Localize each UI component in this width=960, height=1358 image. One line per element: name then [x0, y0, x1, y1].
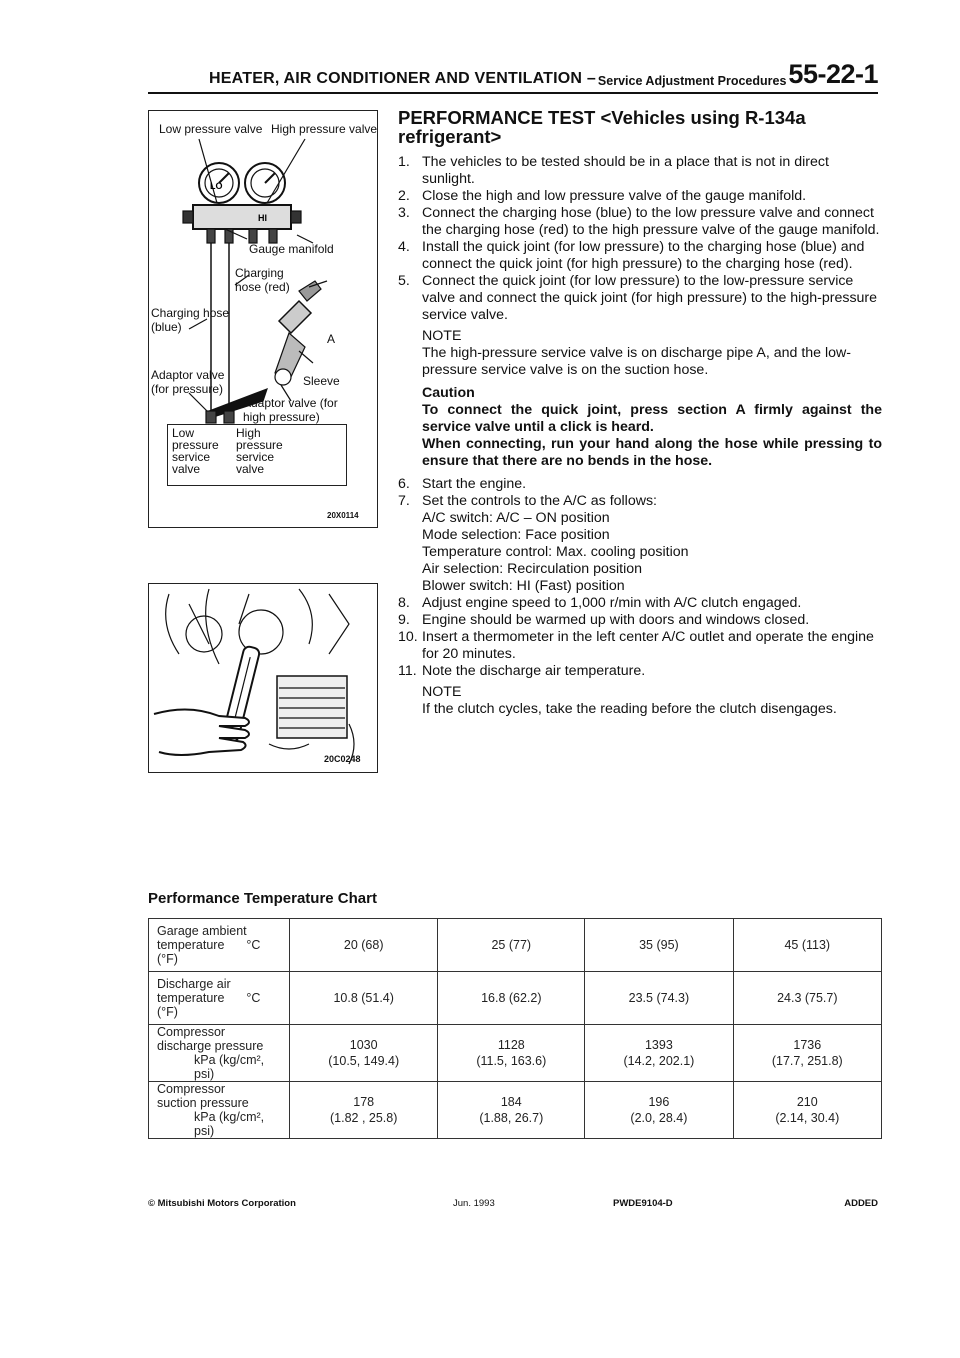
caution-line-1: To connect the quick joint, press section A firmly against the service valve until a click is heard. — [422, 402, 882, 435]
table-cell — [585, 1025, 733, 1082]
table-cell — [585, 1082, 733, 1139]
row-label-line2 — [157, 1039, 281, 1053]
cell-value: 20 (68) — [343, 938, 384, 952]
cell-value: 1736 — [793, 1038, 822, 1052]
row-label-line1: Compressor — [157, 1082, 226, 1096]
cell-value: 184 — [500, 1095, 522, 1109]
step-item — [398, 612, 882, 629]
cell-value: (14.2, 202.1) — [623, 1054, 695, 1068]
cell-value: 1030 — [349, 1038, 378, 1052]
adaptor-valve-high-label-line2: high pressure) — [243, 410, 320, 424]
step-item — [398, 629, 882, 663]
point-a-label: A — [327, 332, 336, 346]
cell-value: (11.5, 163.6) — [476, 1054, 547, 1068]
page-number: 55-22-1 — [788, 59, 878, 89]
step-text: Close the high and low pressure valve of the gauge manifold. — [422, 188, 807, 204]
row-label-line2 — [157, 1096, 281, 1110]
table-cell — [290, 1025, 438, 1082]
step-item — [398, 188, 882, 205]
table-cell — [733, 919, 881, 972]
row-label-text: discharge pressure — [157, 1039, 264, 1053]
low-service-valve-line3: service — [172, 450, 211, 464]
table-cell — [290, 1082, 438, 1139]
low-service-valve-line4: valve — [172, 462, 201, 476]
thermometer-drawing — [149, 584, 376, 771]
step-text: Engine should be warmed up with doors and windows closed. — [422, 612, 810, 628]
row-label — [149, 919, 290, 972]
cell-value: (10.5, 149.4) — [328, 1054, 400, 1068]
cell-value: (2.0, 28.4) — [630, 1111, 688, 1125]
table-cell — [438, 1082, 585, 1139]
row-unit: °C (°F) — [157, 938, 261, 966]
gauge-manifold-figure — [148, 110, 378, 528]
steps-list-2 — [398, 595, 882, 680]
page-header — [148, 60, 878, 94]
gauge-manifold-label: Gauge manifold — [249, 242, 334, 256]
cell-value: 1128 — [497, 1038, 525, 1052]
table-cell — [438, 1025, 585, 1082]
low-service-valve-line2: pressure — [172, 438, 219, 452]
cell-value: 178 — [353, 1095, 375, 1109]
cell-value: 23.5 (74.3) — [628, 991, 690, 1005]
table-cell — [585, 919, 733, 972]
note-1-text: The high-pressure service valve is on discharge pipe A, and the low-pressure service valve is on the suction hose. — [422, 345, 852, 378]
step-7-sub-3: Temperature control: Max. cooling position — [422, 544, 689, 560]
step-number: 10. — [398, 629, 418, 645]
step-item — [398, 205, 882, 239]
step-text: Insert a thermometer in the left center A/C outlet and operate the engine for 20 minutes. — [422, 629, 874, 662]
charging-hose-red-label-line2: hose (red) — [235, 280, 290, 294]
row-label — [149, 972, 290, 1025]
step-7 — [398, 493, 882, 595]
high-service-valve-line1: High — [236, 426, 261, 440]
service-valve-legend — [167, 424, 347, 486]
table-cell — [585, 972, 733, 1025]
footer-date: Jun. 1993 — [453, 1198, 495, 1209]
step-7-sub-5: Blower switch: HI (Fast) position — [422, 578, 625, 594]
cell-value: (1.88, 26.7) — [479, 1111, 544, 1125]
table-row — [149, 1025, 882, 1082]
step-item — [398, 154, 882, 188]
caution-line-2: When connecting, run your hand along the hose while pressing to ensure that there are no bends in the hose. — [422, 436, 882, 469]
step-number: 6. — [398, 476, 410, 492]
note-2-text: If the clutch cycles, take the reading before the clutch disengages. — [422, 701, 837, 717]
table-cell — [733, 1082, 881, 1139]
cell-value: 25 (77) — [491, 938, 532, 952]
document-code: PWDE9104-D — [613, 1198, 673, 1209]
step-text: Connect the quick joint (for low pressure) to the low-pressure service valve and connect the quick joint (for high pressure) to the high-pressure service valve. — [422, 273, 878, 323]
step-number: 2. — [398, 188, 410, 204]
cell-value: 16.8 (62.2) — [481, 991, 542, 1005]
high-pressure-valve-label: High pressure valve — [271, 122, 378, 136]
row-label — [149, 1082, 290, 1139]
step-text: Set the controls to the A/C as follows: — [422, 493, 658, 509]
high-service-valve-line2: pressure — [236, 438, 283, 452]
adaptor-valve-high-label-line1: Adaptor valve (for — [243, 396, 338, 410]
figure2-id: 20C0248 — [324, 754, 361, 764]
table-cell — [438, 919, 585, 972]
step-7-body — [422, 493, 882, 595]
cell-value: 35 (95) — [639, 938, 679, 952]
cell-value: 10.8 (51.4) — [333, 991, 394, 1005]
row-label-text: suction pressure — [157, 1096, 249, 1110]
row-unit: kPa (kg/cm², psi) — [194, 1110, 265, 1138]
row-label-line2 — [157, 938, 281, 966]
step-number: 8. — [398, 595, 410, 611]
steps-list-1 — [398, 154, 882, 324]
status-label: ADDED — [844, 1198, 878, 1209]
page-footer — [148, 1198, 878, 1209]
low-pressure-valve-label: Low pressure valve — [159, 122, 263, 136]
row-label-line1: Discharge air — [157, 977, 231, 991]
table-cell — [290, 972, 438, 1025]
cell-value: 45 (113) — [784, 938, 831, 952]
cell-value: (17.7, 251.8) — [771, 1054, 843, 1068]
cell-value: 24.3 (75.7) — [777, 991, 838, 1005]
step-text: Note the discharge air temperature. — [422, 663, 646, 679]
caution-label: Caution — [422, 385, 475, 401]
step-text: Connect the charging hose (blue) to the low pressure valve and connect the charging hose (red) to the high pressure valve of the gauge manifold. — [422, 205, 880, 238]
row-label — [149, 1025, 290, 1082]
row-unit: °C (°F) — [157, 991, 261, 1019]
row-label-line1: Garage ambient — [157, 924, 247, 938]
gauge-hi-label: HI — [258, 213, 267, 223]
cell-value: 196 — [648, 1095, 670, 1109]
gauge-lo-label: LO — [210, 181, 223, 191]
header-title: HEATER, AIR CONDITIONER AND VENTILATION – — [209, 70, 596, 87]
table-cell — [290, 919, 438, 972]
step-7-sub-1: A/C switch: A/C – ON position — [422, 510, 610, 526]
table-row — [149, 1082, 882, 1139]
low-service-valve-line1: Low — [172, 426, 195, 440]
row-label-line3 — [157, 1110, 281, 1138]
step-number: 4. — [398, 239, 410, 255]
table-row — [149, 919, 882, 972]
cell-value: (2.14, 30.4) — [775, 1111, 840, 1125]
high-service-valve-line4: valve — [236, 462, 265, 476]
row-label-text: temperature — [157, 938, 225, 952]
sleeve-label: Sleeve — [303, 374, 340, 388]
step-text: Adjust engine speed to 1,000 r/min with A/C clutch engaged. — [422, 595, 802, 611]
performance-test-section — [398, 108, 882, 724]
cell-value: (1.82 , 25.8) — [329, 1111, 398, 1125]
step-item — [398, 595, 882, 612]
section-title: PERFORMANCE TEST <Vehicles using R-134a refrigerant> — [398, 107, 806, 147]
step-number: 1. — [398, 154, 410, 170]
row-label-line1: Compressor — [157, 1025, 226, 1039]
note-1 — [422, 328, 882, 379]
table-cell — [438, 972, 585, 1025]
table-cell — [733, 1025, 881, 1082]
step-text: Install the quick joint (for low pressure) to the charging hose (blue) and connect the quick joint (for high pressure) to the charging hose (red). — [422, 239, 865, 272]
adaptor-valve-low-label-line1: Adaptor valve — [151, 368, 225, 382]
table-row — [149, 972, 882, 1025]
charging-hose-red-label-line1: Charging — [235, 266, 284, 280]
step-7-sub-4: Air selection: Recirculation position — [422, 561, 643, 577]
step-number: 11. — [398, 663, 417, 679]
step-number: 9. — [398, 612, 410, 628]
charging-hose-blue-label-line2: (blue) — [151, 320, 182, 334]
step-item — [398, 273, 882, 324]
row-label-line2 — [157, 991, 281, 1019]
step-text: Start the engine. — [422, 476, 527, 492]
performance-temperature-table — [148, 918, 882, 1139]
thermometer-figure — [148, 583, 378, 773]
cell-value: 210 — [796, 1095, 818, 1109]
table-cell — [733, 972, 881, 1025]
adaptor-valve-low-label-line2: (for pressure) — [151, 382, 224, 396]
step-number: 3. — [398, 205, 410, 221]
high-service-valve-line3: service — [236, 450, 275, 464]
caution-block — [422, 385, 882, 470]
charging-hose-blue-label-line1: Charging hose — [151, 306, 230, 320]
step-number: 7. — [398, 493, 410, 509]
step-6 — [398, 476, 882, 493]
row-unit: kPa (kg/cm², psi) — [194, 1053, 265, 1081]
row-label-line3 — [157, 1053, 281, 1081]
chart-title: Performance Temperature Chart — [148, 890, 377, 907]
step-text: The vehicles to be tested should be in a place that is not in direct sunlight. — [422, 154, 829, 187]
copyright: © Mitsubishi Motors Corporation — [148, 1198, 296, 1209]
cell-value: 1393 — [644, 1038, 673, 1052]
note-2 — [422, 684, 882, 718]
step-item — [398, 663, 882, 680]
step-item — [398, 239, 882, 273]
row-label-text: temperature — [157, 991, 225, 1005]
step-number: 5. — [398, 273, 410, 289]
header-subtitle: Service Adjustment Procedures — [597, 74, 787, 88]
step-7-sub-2: Mode selection: Face position — [422, 527, 610, 543]
note-2-label: NOTE — [422, 684, 462, 700]
figure1-id: 20X0114 — [327, 511, 359, 520]
note-1-label: NOTE — [422, 328, 462, 344]
